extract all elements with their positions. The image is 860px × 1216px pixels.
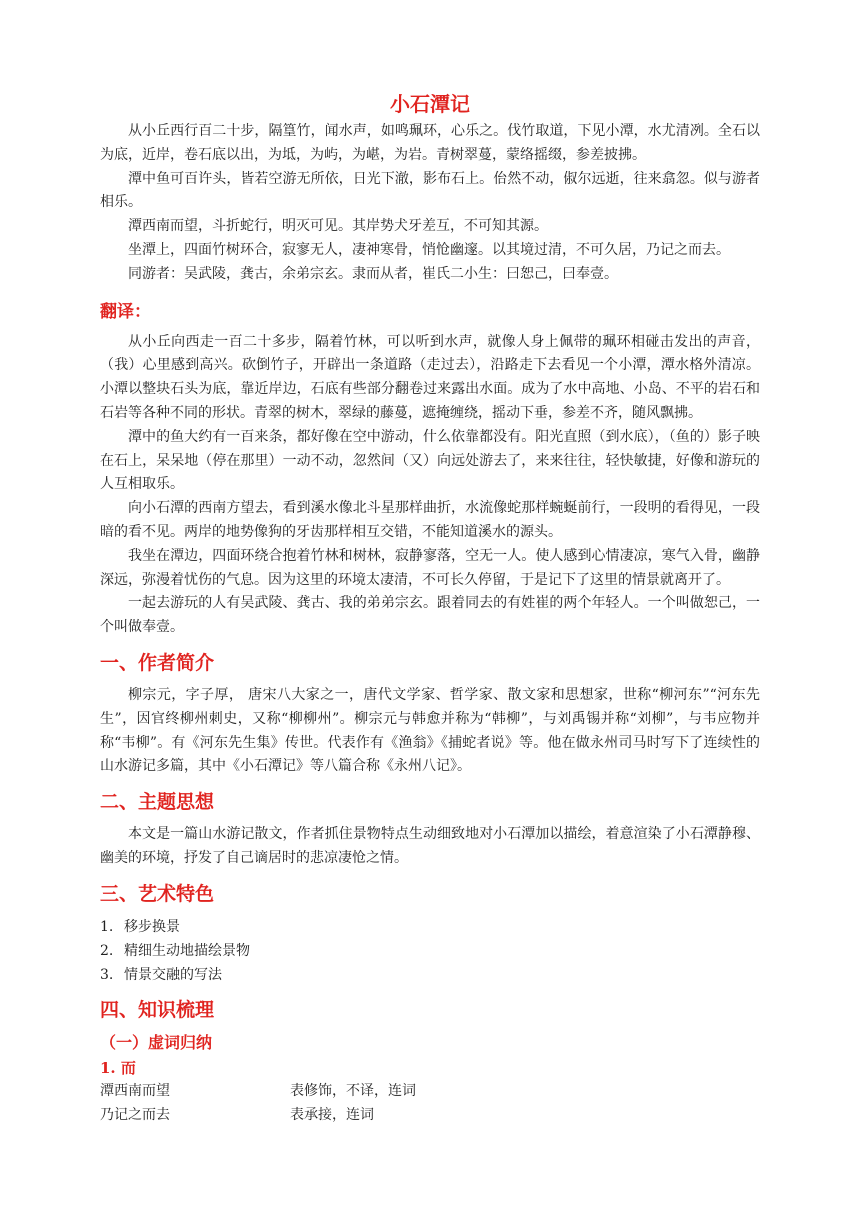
original-paragraph: 潭中鱼可百许头，皆若空游无所依，日光下澈，影布石上。佁然不动，俶尔远逝，往来翕忽。似与游者相乐。 [100, 170, 760, 211]
example-phrase: 乃记之而去 [100, 1106, 170, 1123]
list-item [100, 915, 760, 939]
word-usage-row [100, 1103, 760, 1127]
usage-meaning: 表承接，连词 [290, 1106, 374, 1123]
list-item [100, 939, 760, 963]
author-heading: 一、作者简介 [100, 651, 215, 674]
usage-meaning: 表修饰，不译，连词 [290, 1082, 416, 1099]
function-words-heading: （一）虚词归纳 [100, 1032, 213, 1052]
document-title: 小石潭记 [390, 92, 470, 116]
example-phrase: 潭西南而望 [100, 1082, 170, 1099]
translation-paragraph: 一起去游玩的人有吴武陵、龚古、我的弟弟宗玄。跟着同去的有姓崔的两个年轻人。一个叫做恕己，一个叫做奉壹。 [100, 595, 760, 636]
word-heading: 1. 而 [100, 1058, 136, 1077]
theme-text: 本文是一篇山水游记散文，作者抓住景物特点生动细致地对小石潭加以描绘，着意渲染了小石潭静穆、幽美的环境，抒发了自己谪居时的悲凉凄怆之情。 [100, 826, 760, 866]
list-number: 1. [100, 918, 114, 935]
document-page [100, 90, 760, 1127]
list-number: 2. [100, 942, 114, 959]
author-text: 柳宗元，字子厚， 唐宋八大家之一，唐代文学家、哲学家、散文家和思想家，世称“柳河东”“河东先生”，因官终柳州刺史，又称“柳柳州”。柳宗元与韩愈并称为“韩柳”，与刘禹锡并称“刘柳”，与韦应物并称“韦柳”。有《河东先生集》传世。代表作有《渔翁》《捕蛇者说》等。他在做永州司马时写下了连续性的山水游记多篇，其中《小石潭记》等八篇合称《永州八记》。 [100, 686, 760, 775]
translation-paragraph: 从小丘向西走一百二十多步，隔着竹林，可以听到水声，就像人身上佩带的珮环相碰击发出的声音，（我）心里感到高兴。砍倒竹子，开辟出一条道路（走过去），沿路走下去看见一个小潭，潭水格外清凉。小潭以整块石头为底，靠近岸边，石底有些部分翻卷过来露出水面。成为了水中高地、小岛、不平的岩石和石岩等各种不同的形状。青翠的树木，翠绿的藤蔓，遮掩缠绕，摇动下垂，参差不齐，随风飘拂。 [100, 333, 760, 421]
list-text: 情景交融的写法 [124, 966, 222, 983]
art-feature-list [100, 915, 760, 987]
original-paragraph: 潭西南而望，斗折蛇行，明灭可见。其岸势犬牙差互，不可知其源。 [128, 218, 548, 235]
theme-heading: 二、主题思想 [100, 791, 215, 814]
original-paragraph: 从小丘西行百二十步，隔篁竹，闻水声，如鸣珮环，心乐之。伐竹取道，下见小潭，水尤清冽。全石以为底，近岸，卷石底以出，为坻，为屿，为嵁，为岩。青树翠蔓，蒙络摇缀，参差披拂。 [100, 123, 760, 163]
translation-paragraph: 向小石潭的西南方望去，看到溪水像北斗星那样曲折，水流像蛇那样蜿蜒前行，一段明的看得见，一段暗的看不见。两岸的地势像狗的牙齿那样相互交错，不能知道溪水的源头。 [100, 500, 760, 540]
list-text: 移步换景 [124, 918, 180, 935]
list-number: 3. [100, 966, 114, 983]
art-heading: 三、艺术特色 [100, 882, 215, 905]
list-text: 精细生动地描绘景物 [124, 942, 250, 959]
translation-heading: 翻译： [100, 301, 151, 322]
original-paragraph: 坐潭上，四面竹树环合，寂寥无人，凄神寒骨，悄怆幽邃。以其境过清，不可久居，乃记之而去。 [128, 241, 730, 258]
word-usage-row [100, 1079, 760, 1103]
knowledge-heading: 四、知识梳理 [100, 998, 215, 1021]
original-paragraph: 同游者：吴武陵，龚古，余弟宗玄。隶而从者，崔氏二小生：曰恕己，曰奉壹。 [128, 265, 618, 282]
translation-paragraph: 我坐在潭边，四面环绕合抱着竹林和树林，寂静寥落，空无一人。使人感到心情凄凉，寒气入骨，幽静深远，弥漫着忧伤的气息。因为这里的环境太凄清，不可长久停留，于是记下了这里的情景就离开了。 [100, 547, 760, 588]
list-item [100, 963, 760, 987]
translation-paragraph: 潭中的鱼大约有一百来条，都好像在空中游动，什么依靠都没有。阳光直照（到水底），（鱼的）影子映在石上，呆呆地（停在那里）一动不动，忽然间（又）向远处游去了，来来往往，轻快敏捷，好像和游玩的人互相取乐。 [100, 428, 760, 493]
